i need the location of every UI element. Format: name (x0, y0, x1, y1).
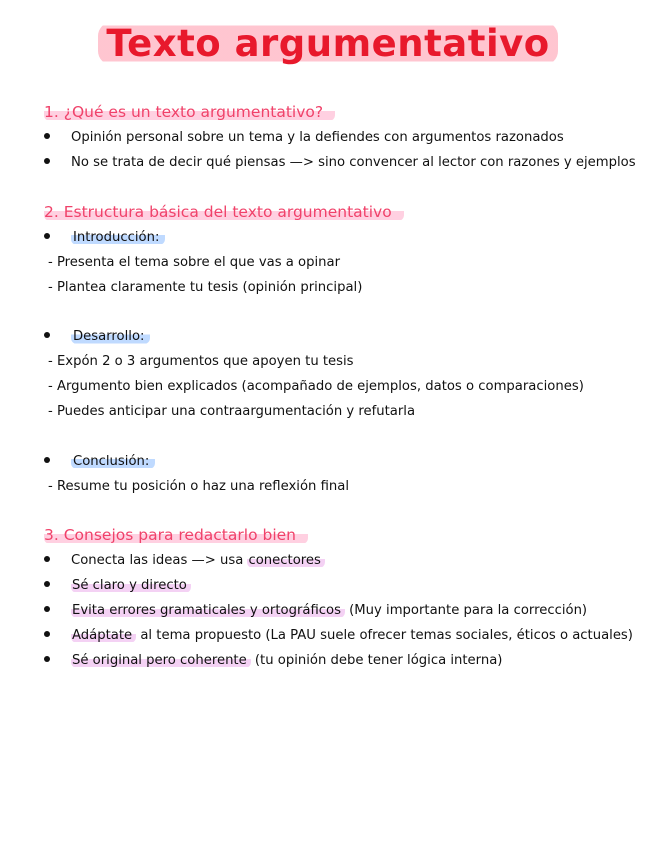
dash-item: - Resume tu posición o haz una reflexión final (48, 479, 349, 494)
tip-highlight: conectores (247, 553, 324, 568)
section-heading-3-text: 3. Consejos para redactarlo bien (44, 526, 308, 544)
tip-text-post: (Muy importante para la corrección) (344, 603, 588, 618)
bullet-text: No se trata de decir qué piensas —> sino convencer al lector con razones y ejemplos (71, 155, 636, 170)
dash-item: - Plantea claramente tu tesis (opinión principal) (48, 280, 363, 295)
dash-item-text: Plantea claramente tu tesis (opinión principal) (56, 280, 363, 295)
bullet-item (44, 155, 636, 170)
bullet-dot-icon (44, 631, 50, 637)
dash-item-text: Expón 2 o 3 argumentos que apoyen tu tesis (56, 354, 354, 369)
tip-item (44, 578, 191, 593)
section-heading-2-text: 2. Estructura básica del texto argumentativo (44, 203, 404, 221)
dash-item-text: Resume tu posición o haz una reflexión final (56, 479, 349, 494)
dash-item: - Presenta el tema sobre el que vas a opinar (48, 255, 341, 270)
dash-item: - Puedes anticipar una contraargumentación y refutarla (48, 404, 416, 419)
bullet-text: Opinión personal sobre un tema y la defiendes con argumentos razonados (71, 130, 564, 145)
bullet-dot-icon (44, 606, 50, 612)
section-heading-1-text: 1. ¿Qué es un texto argumentativo? (44, 103, 335, 121)
tip-text-post: (tu opinión debe tener lógica interna) (250, 653, 503, 668)
tip-item (44, 603, 587, 618)
dash-item-text: Argumento bien explicados (acompañado de ejemplos, datos o comparaciones) (56, 379, 584, 394)
bullet-dot-icon (44, 457, 50, 463)
structure-part-label (44, 329, 150, 344)
bullet-item (44, 130, 564, 145)
title-text: Texto argumentativo (98, 22, 557, 65)
tip-highlight: Sé claro y directo (71, 578, 191, 593)
structure-part-label (44, 454, 155, 469)
dash-item-text: Presenta el tema sobre el que vas a opinar (56, 255, 341, 270)
tip-highlight: Evita errores gramaticales y ortográficos (71, 603, 345, 618)
bullet-dot-icon (44, 332, 50, 338)
tip-text-post: al tema propuesto (La PAU suele ofrecer temas sociales, éticos o actuales) (136, 628, 633, 643)
dash-item-text: Puedes anticipar una contraargumentación y refutarla (56, 404, 416, 419)
tip-item (44, 653, 502, 668)
document-title (0, 22, 656, 65)
part-label-conclusion: Conclusión: (71, 454, 155, 469)
tip-item (44, 628, 633, 643)
bullet-dot-icon (44, 656, 50, 662)
section-heading-2 (44, 203, 404, 221)
bullet-dot-icon (44, 133, 50, 139)
part-label-introduccion: Introducción: (71, 230, 165, 245)
part-label-desarrollo: Desarrollo: (71, 329, 150, 344)
tip-highlight: Adáptate (71, 628, 136, 643)
bullet-dot-icon (44, 556, 50, 562)
dash-item: - Expón 2 o 3 argumentos que apoyen tu tesis (48, 354, 354, 369)
section-heading-3 (44, 526, 308, 544)
tip-highlight: Sé original pero coherente (71, 653, 251, 668)
bullet-dot-icon (44, 581, 50, 587)
tip-text: Conecta las ideas —> usa (71, 553, 248, 568)
bullet-dot-icon (44, 233, 50, 239)
tip-item (44, 553, 325, 568)
bullet-dot-icon (44, 158, 50, 164)
structure-part-label (44, 230, 165, 245)
dash-item: - Argumento bien explicados (acompañado de ejemplos, datos o comparaciones) (48, 379, 584, 394)
section-heading-1 (44, 103, 335, 121)
